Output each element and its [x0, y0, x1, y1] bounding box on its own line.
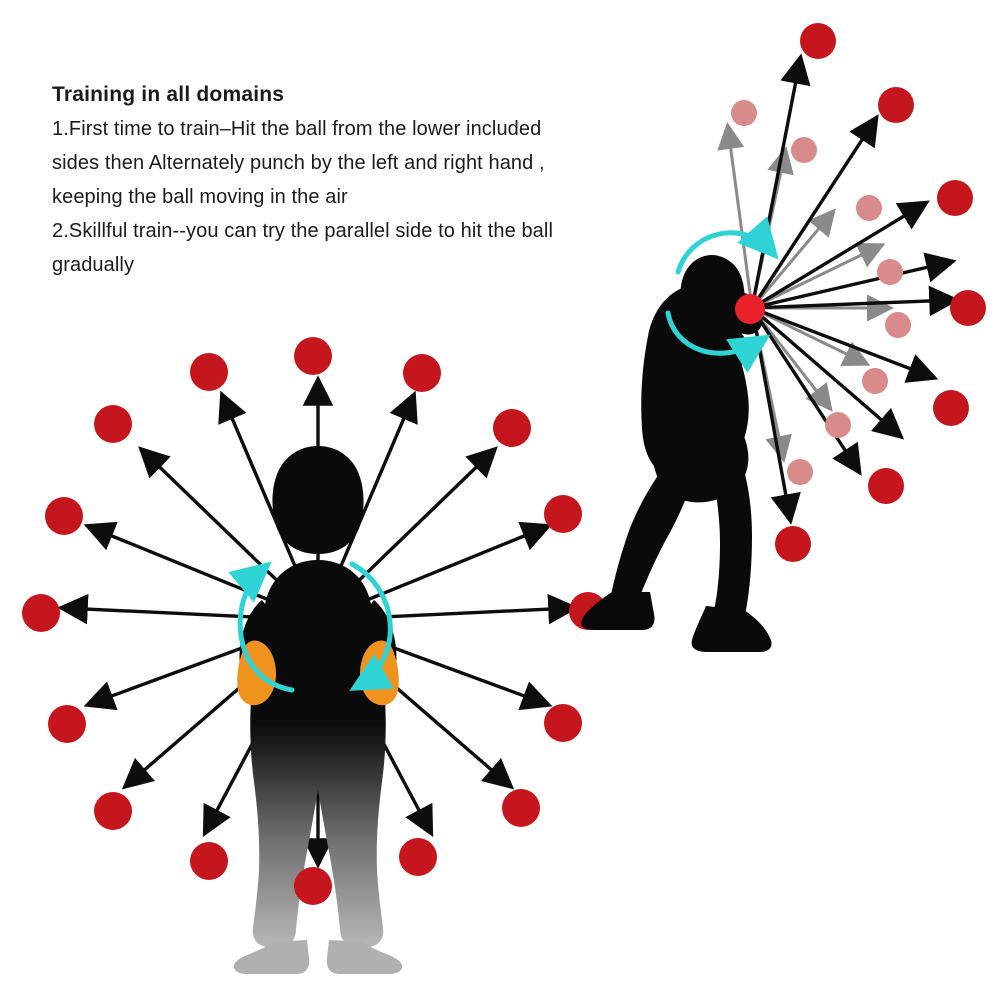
reflex-ball: [933, 390, 969, 426]
reflex-ball: [48, 705, 86, 743]
reflex-ball: [544, 704, 582, 742]
reflex-ball: [800, 23, 836, 59]
reflex-ball-faded: [825, 412, 851, 438]
front-figure-foot-right: [327, 940, 402, 974]
reflex-ball: [294, 867, 332, 905]
reflex-ball: [403, 354, 441, 392]
front-figure-foot-left: [234, 940, 309, 974]
reflex-ball-faded: [787, 459, 813, 485]
reflex-ball-faded: [885, 312, 911, 338]
reflex-ball: [937, 180, 973, 216]
reflex-ball: [950, 290, 986, 326]
instructions-block: [52, 78, 632, 282]
side-figure-foot-front: [692, 606, 772, 652]
instruction-line-1: 1.First time to train–Hit the ball from the lower included: [52, 118, 542, 140]
side-black-arrow: [752, 204, 924, 308]
reflex-ball: [502, 789, 540, 827]
side-gray-arrow-group: [728, 128, 888, 457]
reflex-ball: [399, 838, 437, 876]
instruction-line-2: sides then Alternately punch by the left and right hand ,: [52, 152, 545, 174]
reflex-ball: [45, 497, 83, 535]
reflex-ball: [22, 594, 60, 632]
reflex-ball: [94, 405, 132, 443]
reflex-ball-faded: [877, 259, 903, 285]
instruction-line-5: gradually: [52, 254, 135, 276]
reflex-ball: [190, 842, 228, 880]
reflex-ball: [294, 337, 332, 375]
instruction-line-4: 2.Skillful train--you can try the parallel side to hit the ball: [52, 220, 553, 242]
instructions-heading: Training in all domains: [52, 83, 285, 106]
side-figure-leg-front: [712, 464, 752, 626]
reflex-ball-faded: [862, 368, 888, 394]
front-figure-head: [272, 446, 363, 554]
reflex-ball-faded: [856, 195, 882, 221]
reflex-ball: [94, 792, 132, 830]
reflex-ball: [493, 409, 531, 447]
reflex-ball: [544, 495, 582, 533]
side-figure-leg-back: [611, 470, 690, 609]
instruction-line-3: keeping the ball moving in the air: [52, 186, 348, 208]
reflex-ball-faded: [791, 137, 817, 163]
reflex-ball: [775, 526, 811, 562]
reflex-ball-faded: [731, 100, 757, 126]
active-reflex-ball: [735, 294, 765, 324]
reflex-ball: [190, 353, 228, 391]
reflex-ball: [878, 87, 914, 123]
side-view-panel: [581, 23, 986, 652]
front-view-panel: [22, 337, 607, 974]
reflex-ball: [868, 468, 904, 504]
